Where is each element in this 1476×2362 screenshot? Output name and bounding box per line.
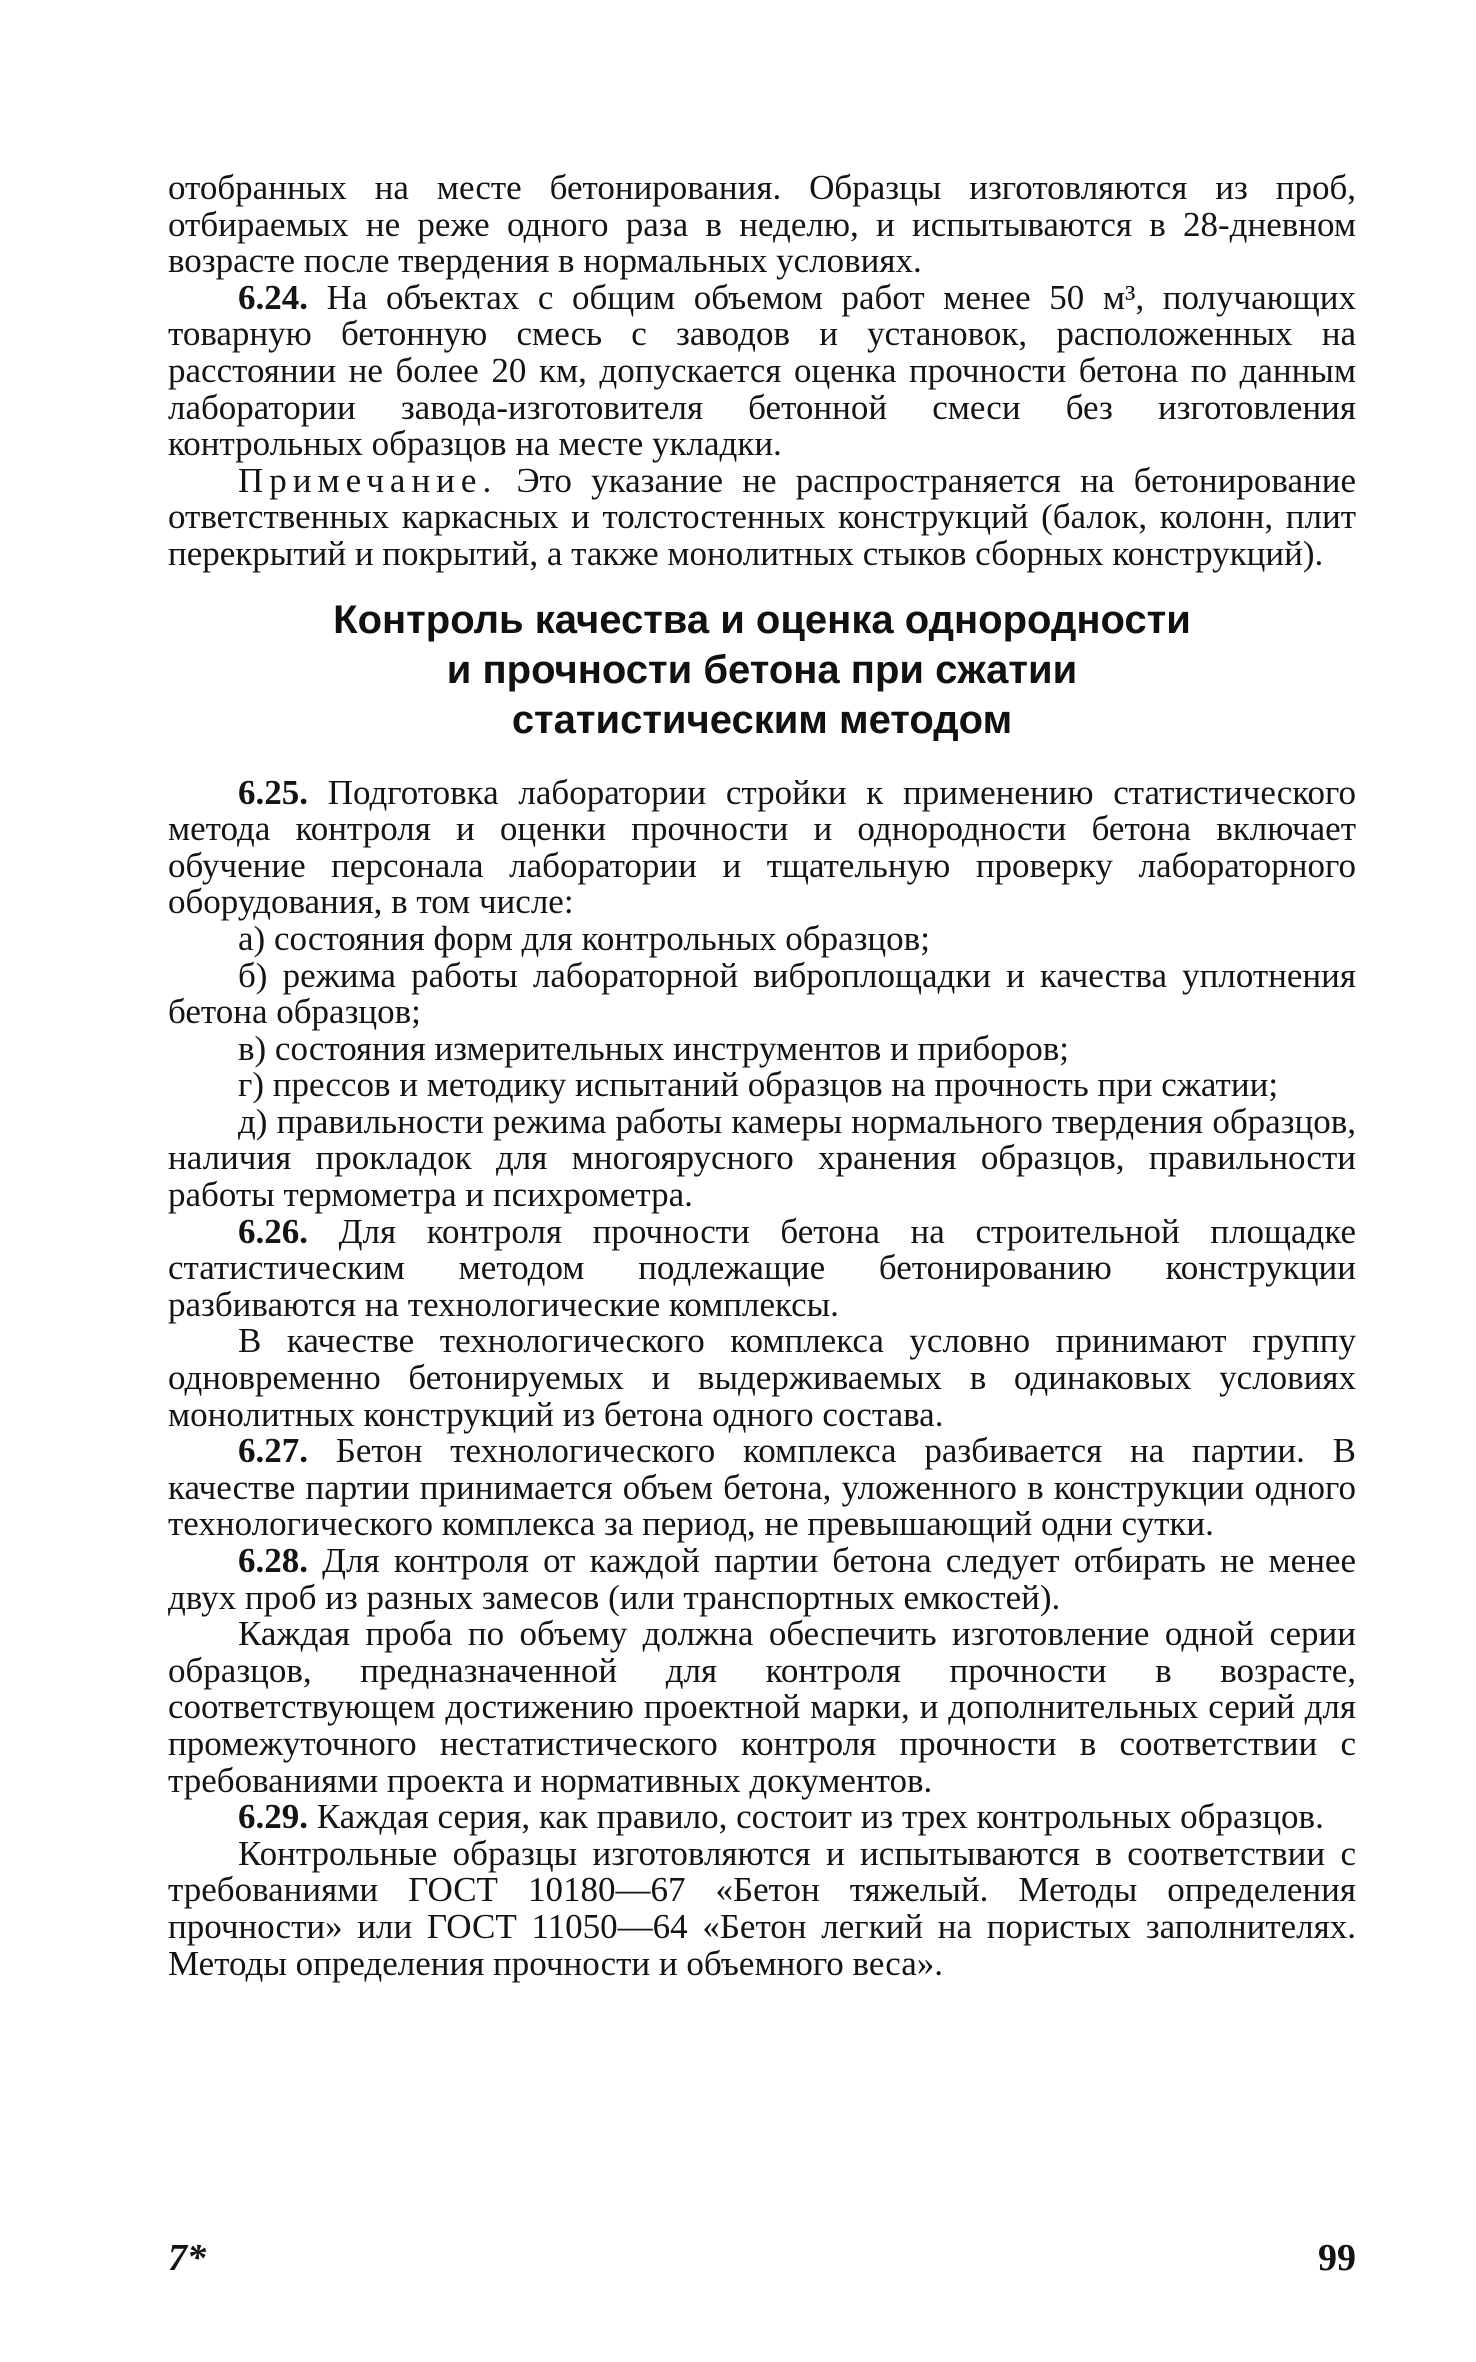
clause-text: Для контроля прочности бетона на строительной площадке статистическим методом подлежащие бетонированию конструкции разбиваются на технологические комплексы. xyxy=(168,1211,1356,1324)
list-item-g: г) прессов и методику испытаний образцов на прочность при сжатии; xyxy=(238,1065,1279,1105)
paragraph-control-samples: Контрольные образцы изготовляются и испытываются в соответствии с требованиями ГОСТ 10180—67 «Бетон тяжелый. Методы определения прочности» или ГОСТ 11050—64 «Бетон легкий на пористых заполнителях. Методы определения прочности и объемного веса». xyxy=(168,1833,1356,1983)
page-footer xyxy=(168,2236,1356,2286)
list-item-a: а) состояния форм для контрольных образцов; xyxy=(238,918,930,958)
clause-number: 6.26. xyxy=(238,1211,308,1251)
note-text: Это указание не распространяется на бетонирование ответственных каркасных и толстостенных конструкций (балок, колонн, плит перекрытий и покрытий, а также монолитных стыков сборных конструкций). xyxy=(168,460,1356,573)
clause-number: 6.25. xyxy=(238,772,308,812)
clause-text: Бетон технологического комплекса разбивается на партии. В качестве партии принимается объем бетона, уложенного в конструкции одного технологического комплекса за период, не превышающий одни сутки. xyxy=(168,1431,1356,1544)
paragraph-6-28 xyxy=(168,1543,1356,1616)
clause-text: На объектах с общим объемом работ менее 50 м³, получающих товарную бетонную смесь с заводов и установок, расположенных на расстоянии не более 20 км, допускается оценка прочности бетона по данным лаборатории завода-изготовителя бетонной смеси без изготовления контрольных образцов на месте укладки. xyxy=(168,277,1356,464)
paragraph-6-24 xyxy=(168,277,1356,464)
printer-signature-mark: 7* xyxy=(168,2237,206,2279)
paragraph-6-25 xyxy=(168,772,1356,922)
section-heading xyxy=(168,595,1356,745)
clause-text: Для контроля от каждой партии бетона следует отбирать не менее двух проб из разных замесов (или транспортных емкостей). xyxy=(168,1541,1356,1617)
paragraph-sample-volume: Каждая проба по объему должна обеспечить изготовление одной серии образцов, предназначенной для контроля прочности в возрасте, соответствующем достижению проектной марки, и дополнительных серий для промежуточного нестатистического контроля прочности в соответствии с требованиями проекта и нормативных документов. xyxy=(168,1614,1356,1800)
section-heading-line: и прочности бетона при сжатии xyxy=(446,647,1078,692)
page-number: 99 xyxy=(1318,2237,1356,2279)
paragraph-6-26 xyxy=(168,1211,1356,1324)
clause-text: Подготовка лаборатории стройки к применению статистического метода контроля и оценки прочности и однородности бетона включает обучение персонала лаборатории и тщательную проверку лабораторного оборудования, в том числе: xyxy=(168,772,1356,922)
clause-number: 6.27. xyxy=(238,1431,308,1471)
clause-number: 6.29. xyxy=(238,1797,308,1837)
note-label: Примечание. xyxy=(238,460,498,500)
clause-number: 6.24. xyxy=(238,277,308,317)
paragraph-6-29 xyxy=(168,1799,1356,1836)
paragraph-technological-complex: В качестве технологического комплекса условно принимают группу одновременно бетонируемых и выдерживаемых в одинаковых условиях монолитных конструкций из бетона одного состава. xyxy=(168,1321,1356,1434)
paragraph-6-27 xyxy=(168,1433,1356,1543)
list-item-d: д) правильности режима работы камеры нормального твердения образцов, наличия прокладок для многоярусного хранения образцов, правильности работы термометра и психрометра. xyxy=(168,1101,1356,1215)
note-paragraph xyxy=(168,460,1356,573)
paragraph-continuation: отобранных на месте бетонирования. Образцы изготовляются из проб, отбираемых не реже одного раза в неделю, и испытываются в 28-дневном возрасте после твердения в нормальных условиях. xyxy=(168,168,1356,281)
section-heading-line: Контроль качества и оценка однородности xyxy=(333,597,1191,642)
clause-text: Каждая серия, как правило, состоит из трех контрольных образцов. xyxy=(308,1797,1324,1837)
list-item-v: в) состояния измерительных инструментов и приборов; xyxy=(238,1028,1069,1068)
section-heading-line: статистическим методом xyxy=(511,697,1013,742)
page-body xyxy=(168,170,1356,1982)
list-item-b: б) режима работы лабораторной виброплощадки и качества уплотнения бетона образцов; xyxy=(168,955,1356,1032)
clause-number: 6.28. xyxy=(238,1541,308,1580)
